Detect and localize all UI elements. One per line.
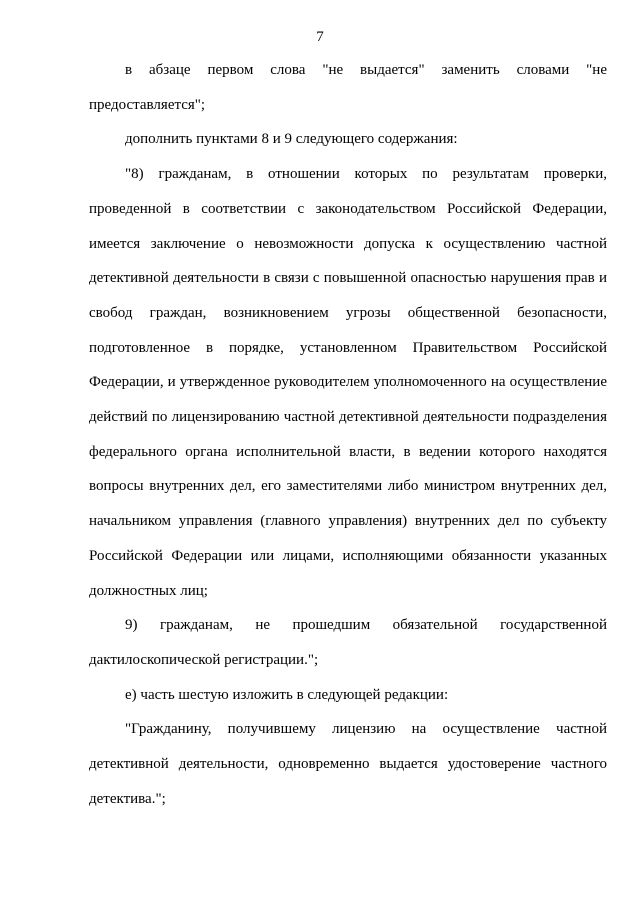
paragraph-point-8 [89,157,607,608]
text-line: начальником управления (главного управления) внутренних дел по субъекту [89,513,607,530]
text-line: "8) гражданам, в отношении которых по результатам проверки, [125,166,607,183]
paragraph-part-six [89,678,607,713]
text-line: в абзаце первом слова "не выдается" заменить словами "не [125,62,607,78]
text-line: дактилоскопической регистрации."; [89,651,319,668]
paragraph-new-wording [89,712,607,816]
text-line: имеется заключение о невозможности допуска к осуществлению частной [89,235,607,252]
text-line: Федерации, и утвержденное руководителем уполномоченного на осуществление [89,374,607,391]
text-line: е) часть шестую изложить в следующей редакции: [125,686,449,703]
text-line: "Гражданину, получившему лицензию на осуществление частной [125,721,607,738]
text-line: проведенной в соответствии с законодательством Российской Федерации, [89,200,607,217]
paragraph-replace-words [89,53,607,122]
document-body [89,53,607,816]
page-number: 7 [316,29,324,45]
text-line: детективной деятельности, одновременно выдается удостоверение частного [89,756,607,773]
text-line: должностных лиц; [89,582,208,599]
text-line: детектива."; [89,790,166,807]
text-line: вопросы внутренних дел, его заместителями либо министром внутренних дел, [89,478,607,495]
text-line: предоставляется"; [89,96,206,113]
paragraph-point-9 [89,608,607,677]
text-line: детективной деятельности в связи с повышенной опасностью нарушения прав и [89,270,607,287]
text-line: действий по лицензированию частной детективной деятельности подразделения [89,409,607,426]
paragraph-add-points [89,122,607,157]
text-line: дополнить пунктами 8 и 9 следующего содержания: [125,131,458,148]
text-line: подготовленное в порядке, установленном Правительством Российской [89,339,607,356]
text-line: свобод граждан, возникновением угрозы общественной безопасности, [89,304,607,321]
text-line: федерального органа исполнительной власти, в ведении которого находятся [89,443,607,460]
text-line: Российской Федерации или лицами, исполняющими обязанности указанных [89,547,607,564]
text-line: 9) гражданам, не прошедшим обязательной государственной [125,617,607,634]
